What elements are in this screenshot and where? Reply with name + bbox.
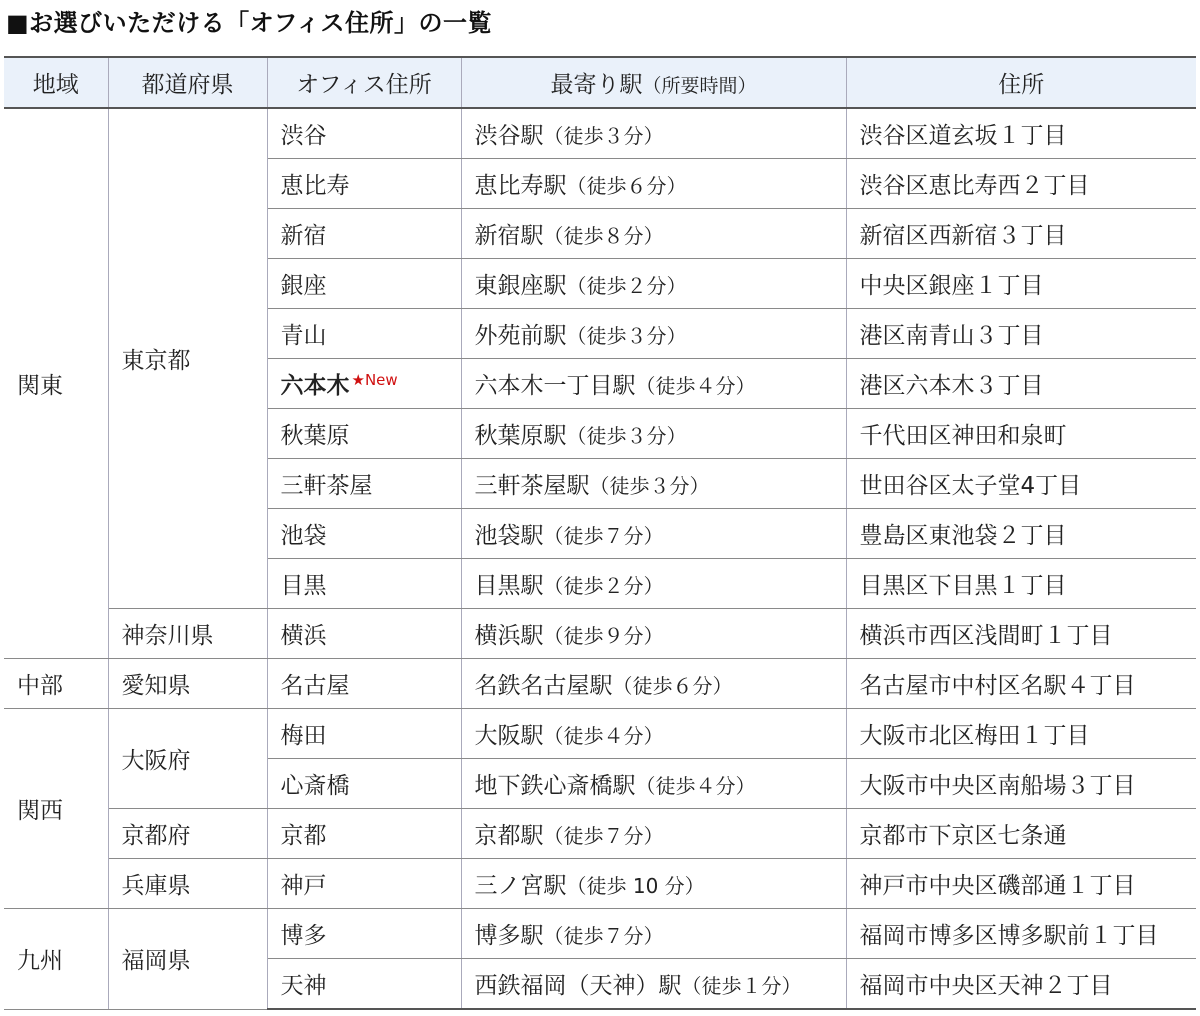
office-cell: 目黒 <box>267 559 461 609</box>
station-name: 渋谷駅 <box>474 123 544 149</box>
address-cell: 千代田区神田和泉町 <box>846 409 1196 459</box>
station-cell <box>461 359 846 409</box>
office-cell: 三軒茶屋 <box>267 459 461 509</box>
station-cell <box>461 409 846 459</box>
address-cell: 大阪市中央区南船場３丁目 <box>846 759 1196 809</box>
office-cell: 天神 <box>267 959 461 1010</box>
station-name: 秋葉原駅 <box>474 423 567 449</box>
address-cell: 大阪市北区梅田１丁目 <box>846 709 1196 759</box>
station-cell <box>461 859 846 909</box>
station-cell <box>461 609 846 659</box>
prefecture-cell: 京都府 <box>108 809 267 859</box>
address-cell: 港区南青山３丁目 <box>846 309 1196 359</box>
walk-time: （徒歩３分） <box>543 124 664 148</box>
station-cell <box>461 809 846 859</box>
address-cell: 目黒区下目黒１丁目 <box>846 559 1196 609</box>
office-cell-new <box>267 359 461 409</box>
header-office: オフィス住所 <box>267 57 461 108</box>
table-row <box>4 859 1196 909</box>
station-cell <box>461 259 846 309</box>
office-cell: 秋葉原 <box>267 409 461 459</box>
station-cell <box>461 209 846 259</box>
station-cell <box>461 909 846 959</box>
walk-time: （徒歩９分） <box>543 624 664 648</box>
office-name-bold: 六本木 <box>280 373 350 399</box>
office-cell: 横浜 <box>267 609 461 659</box>
station-cell <box>461 309 846 359</box>
walk-time: （徒歩４分） <box>635 374 756 398</box>
address-cell: 渋谷区道玄坂１丁目 <box>846 108 1196 159</box>
prefecture-cell: 東京都 <box>108 108 267 609</box>
prefecture-cell: 兵庫県 <box>108 859 267 909</box>
table-header-row <box>4 57 1196 108</box>
address-cell: 世田谷区太子堂4丁目 <box>846 459 1196 509</box>
header-station-sub: （所要時間） <box>642 75 757 97</box>
table-row <box>4 909 1196 959</box>
station-name: 西鉄福岡（天神）駅 <box>474 973 682 999</box>
office-cell: 銀座 <box>267 259 461 309</box>
walk-time: （徒歩１分） <box>681 974 802 998</box>
walk-time: （徒歩３分） <box>566 324 687 348</box>
address-cell: 豊島区東池袋２丁目 <box>846 509 1196 559</box>
station-name: 恵比寿駅 <box>474 173 567 199</box>
address-cell: 港区六本木３丁目 <box>846 359 1196 409</box>
walk-time: （徒歩３分） <box>589 474 710 498</box>
station-name: 外苑前駅 <box>474 323 567 349</box>
office-cell: 青山 <box>267 309 461 359</box>
address-cell: 中央区銀座１丁目 <box>846 259 1196 309</box>
walk-time: （徒歩７分） <box>543 924 664 948</box>
header-station-label: 最寄り駅 <box>550 72 643 98</box>
new-badge: ★New <box>351 371 398 389</box>
address-cell: 横浜市西区浅間町１丁目 <box>846 609 1196 659</box>
header-station <box>461 57 846 108</box>
walk-time: （徒歩６分） <box>612 674 733 698</box>
walk-time: （徒歩２分） <box>543 574 664 598</box>
table-row <box>4 809 1196 859</box>
walk-time: （徒歩４分） <box>635 774 756 798</box>
walk-time: （徒歩７分） <box>543 824 664 848</box>
station-name: 東銀座駅 <box>474 273 567 299</box>
office-cell: 名古屋 <box>267 659 461 709</box>
station-name: 新宿駅 <box>474 223 544 249</box>
station-name: 三ノ宮駅 <box>474 873 567 899</box>
office-cell: 池袋 <box>267 509 461 559</box>
station-cell <box>461 659 846 709</box>
page-title: ■お選びいただける「オフィス住所」の一覧 <box>6 9 493 37</box>
station-name: 目黒駅 <box>474 573 544 599</box>
station-name: 六本木一丁目駅 <box>474 373 636 399</box>
office-cell: 心斎橋 <box>267 759 461 809</box>
office-cell: 博多 <box>267 909 461 959</box>
table-row <box>4 108 1196 159</box>
office-cell: 渋谷 <box>267 108 461 159</box>
table-row <box>4 659 1196 709</box>
address-cell: 名古屋市中村区名駅４丁目 <box>846 659 1196 709</box>
station-cell <box>461 759 846 809</box>
walk-time: （徒歩８分） <box>543 224 664 248</box>
prefecture-cell: 福岡県 <box>108 909 267 1010</box>
walk-time: （徒歩 10 分） <box>566 874 705 898</box>
table-row <box>4 609 1196 659</box>
region-cell: 九州 <box>4 909 108 1010</box>
walk-time: （徒歩４分） <box>543 724 664 748</box>
station-cell <box>461 959 846 1010</box>
address-cell: 渋谷区恵比寿西２丁目 <box>846 159 1196 209</box>
station-name: 池袋駅 <box>474 523 544 549</box>
prefecture-cell: 愛知県 <box>108 659 267 709</box>
address-cell: 新宿区西新宿３丁目 <box>846 209 1196 259</box>
station-cell <box>461 709 846 759</box>
prefecture-cell: 大阪府 <box>108 709 267 809</box>
station-name: 博多駅 <box>474 923 544 949</box>
station-cell <box>461 509 846 559</box>
station-cell <box>461 159 846 209</box>
office-cell: 新宿 <box>267 209 461 259</box>
station-name: 地下鉄心斎橋駅 <box>474 773 636 799</box>
address-cell: 京都市下京区七条通 <box>846 809 1196 859</box>
walk-time: （徒歩６分） <box>566 174 687 198</box>
region-cell: 関西 <box>4 709 108 909</box>
walk-time: （徒歩２分） <box>566 274 687 298</box>
station-cell <box>461 108 846 159</box>
region-cell: 関東 <box>4 108 108 659</box>
station-name: 京都駅 <box>474 823 544 849</box>
office-cell: 梅田 <box>267 709 461 759</box>
station-name: 横浜駅 <box>474 623 544 649</box>
address-cell: 神戸市中央区磯部通１丁目 <box>846 859 1196 909</box>
header-region: 地域 <box>4 57 108 108</box>
walk-time: （徒歩７分） <box>543 524 664 548</box>
header-address: 住所 <box>846 57 1196 108</box>
walk-time: （徒歩３分） <box>566 424 687 448</box>
address-cell: 福岡市中央区天神２丁目 <box>846 959 1196 1010</box>
office-cell: 恵比寿 <box>267 159 461 209</box>
station-name: 名鉄名古屋駅 <box>474 673 613 699</box>
table-row <box>4 709 1196 759</box>
header-prefecture: 都道府県 <box>108 57 267 108</box>
office-cell: 神戸 <box>267 859 461 909</box>
prefecture-cell: 神奈川県 <box>108 609 267 659</box>
station-name: 大阪駅 <box>474 723 544 749</box>
station-name: 三軒茶屋駅 <box>474 473 590 499</box>
station-cell <box>461 559 846 609</box>
address-cell: 福岡市博多区博多駅前１丁目 <box>846 909 1196 959</box>
region-cell: 中部 <box>4 659 108 709</box>
station-cell <box>461 459 846 509</box>
office-cell: 京都 <box>267 809 461 859</box>
office-address-table <box>4 56 1196 1010</box>
